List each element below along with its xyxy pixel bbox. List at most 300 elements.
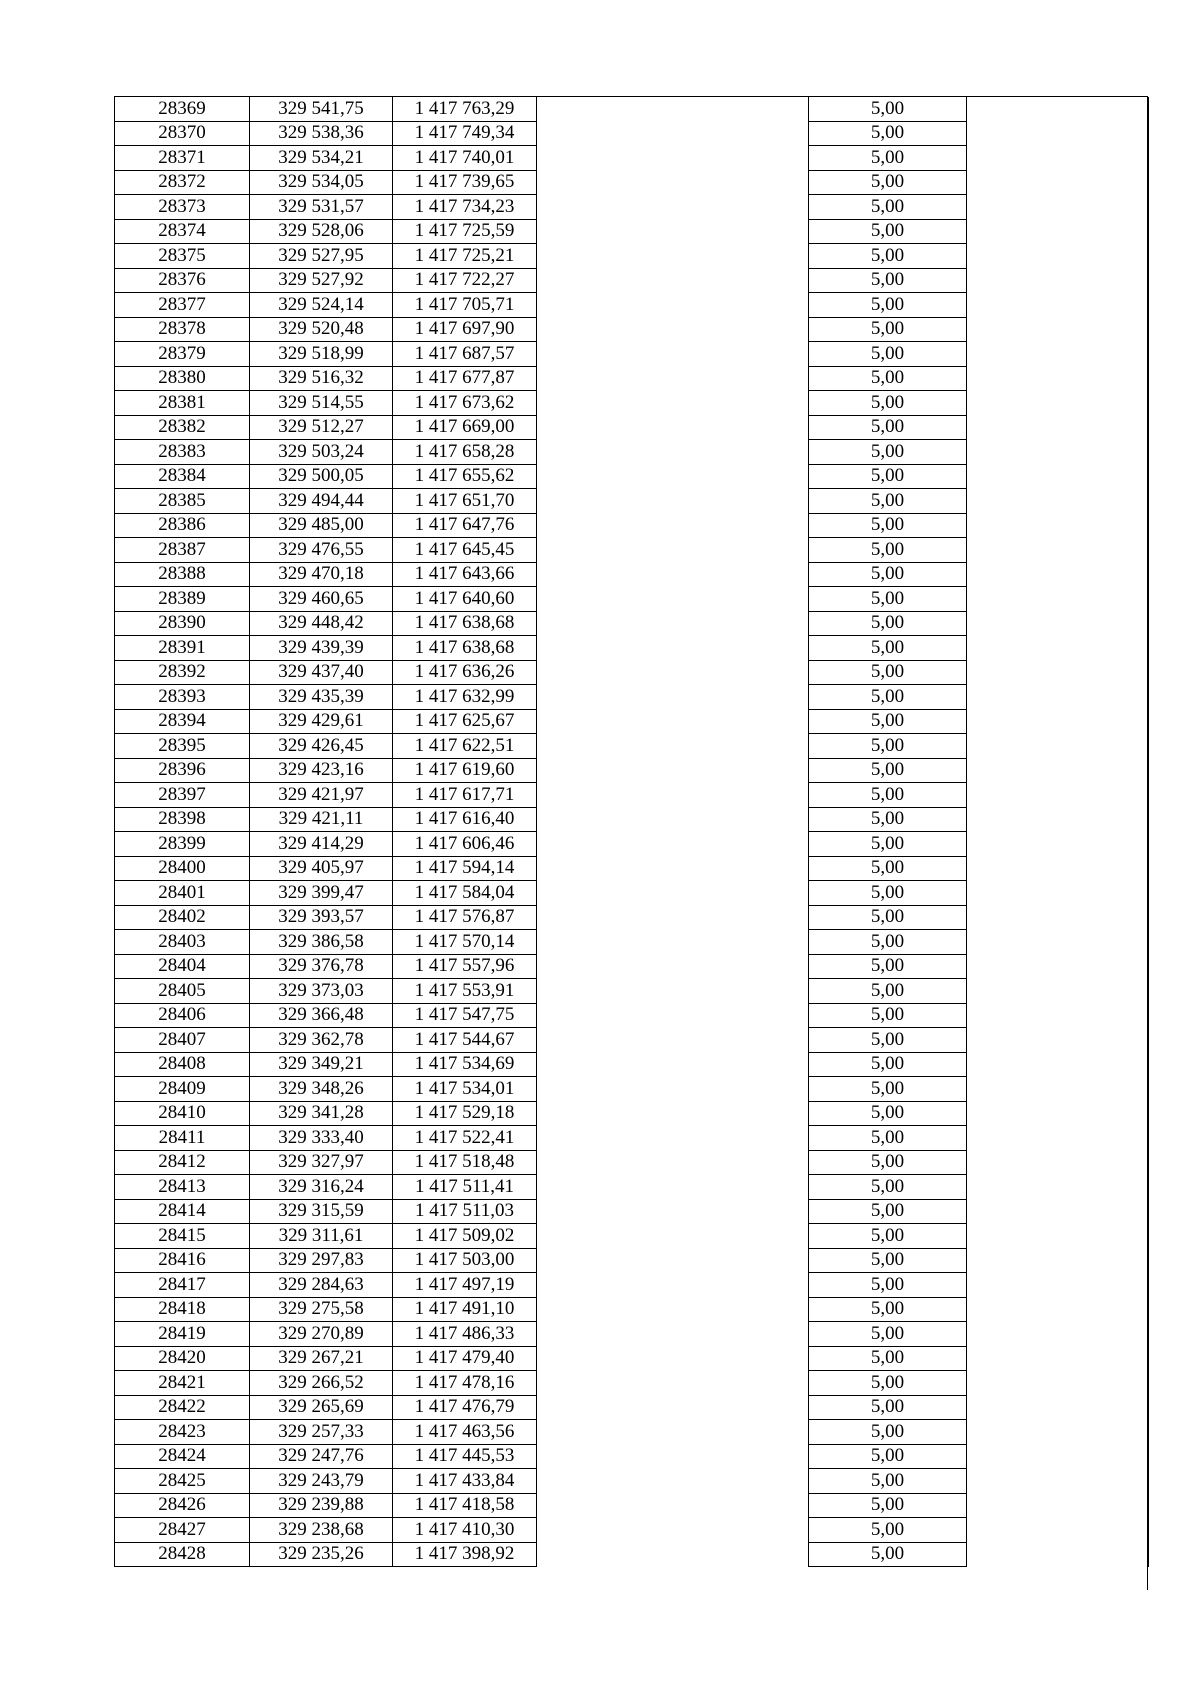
- y-coordinate-cell: 1 417 479,40: [393, 1346, 537, 1371]
- point-number-cell: 28408: [115, 1052, 250, 1077]
- x-coordinate-cell: 329 520,48: [250, 317, 393, 342]
- value-cell: 5,00: [809, 1175, 967, 1200]
- value-cell: 5,00: [809, 636, 967, 661]
- empty-cell: [967, 1126, 1149, 1151]
- coordinates-table-body: [115, 97, 1149, 1567]
- x-coordinate-cell: 329 534,21: [250, 146, 393, 171]
- empty-cell: [537, 1444, 809, 1469]
- table-row: [115, 268, 1149, 293]
- x-coordinate-cell: 329 297,83: [250, 1248, 393, 1273]
- empty-cell: [537, 758, 809, 783]
- empty-cell: [967, 219, 1149, 244]
- point-number-cell: 28412: [115, 1150, 250, 1175]
- y-coordinate-cell: 1 417 511,41: [393, 1175, 537, 1200]
- empty-cell: [967, 244, 1149, 269]
- x-coordinate-cell: 329 247,76: [250, 1444, 393, 1469]
- empty-cell: [967, 734, 1149, 759]
- empty-cell: [537, 1003, 809, 1028]
- empty-cell: [967, 415, 1149, 440]
- empty-cell: [967, 1175, 1149, 1200]
- table-row: [115, 342, 1149, 367]
- value-cell: 5,00: [809, 685, 967, 710]
- table-row: [115, 636, 1149, 661]
- empty-cell: [537, 1224, 809, 1249]
- point-number-cell: 28414: [115, 1199, 250, 1224]
- y-coordinate-cell: 1 417 547,75: [393, 1003, 537, 1028]
- table-row: [115, 121, 1149, 146]
- value-cell: 5,00: [809, 709, 967, 734]
- value-cell: 5,00: [809, 293, 967, 318]
- empty-cell: [967, 538, 1149, 563]
- value-cell: 5,00: [809, 317, 967, 342]
- y-coordinate-cell: 1 417 677,87: [393, 366, 537, 391]
- empty-cell: [967, 1028, 1149, 1053]
- empty-cell: [967, 587, 1149, 612]
- point-number-cell: 28398: [115, 807, 250, 832]
- table-row: [115, 293, 1149, 318]
- point-number-cell: 28416: [115, 1248, 250, 1273]
- empty-cell: [967, 97, 1149, 121]
- table-row: [115, 464, 1149, 489]
- table-row: [115, 709, 1149, 734]
- empty-cell: [967, 342, 1149, 367]
- empty-cell: [967, 1444, 1149, 1469]
- point-number-cell: 28382: [115, 415, 250, 440]
- empty-cell: [967, 1395, 1149, 1420]
- x-coordinate-cell: 329 485,00: [250, 513, 393, 538]
- point-number-cell: 28381: [115, 391, 250, 416]
- value-cell: 5,00: [809, 1150, 967, 1175]
- point-number-cell: 28411: [115, 1126, 250, 1151]
- y-coordinate-cell: 1 417 570,14: [393, 930, 537, 955]
- point-number-cell: 28384: [115, 464, 250, 489]
- x-coordinate-cell: 329 348,26: [250, 1077, 393, 1102]
- table-row: [115, 1542, 1149, 1567]
- x-coordinate-cell: 329 476,55: [250, 538, 393, 563]
- table-row: [115, 1028, 1149, 1053]
- table-row: [115, 538, 1149, 563]
- empty-cell: [967, 905, 1149, 930]
- x-coordinate-cell: 329 527,95: [250, 244, 393, 269]
- x-coordinate-cell: 329 421,97: [250, 783, 393, 808]
- value-cell: 5,00: [809, 905, 967, 930]
- table-row: [115, 905, 1149, 930]
- value-cell: 5,00: [809, 1052, 967, 1077]
- empty-cell: [537, 709, 809, 734]
- y-coordinate-cell: 1 417 410,30: [393, 1518, 537, 1543]
- empty-cell: [537, 1469, 809, 1494]
- empty-cell: [967, 195, 1149, 220]
- empty-cell: [537, 1346, 809, 1371]
- x-coordinate-cell: 329 426,45: [250, 734, 393, 759]
- empty-cell: [537, 783, 809, 808]
- point-number-cell: 28371: [115, 146, 250, 171]
- y-coordinate-cell: 1 417 606,46: [393, 832, 537, 857]
- x-coordinate-cell: 329 362,78: [250, 1028, 393, 1053]
- empty-cell: [537, 930, 809, 955]
- x-coordinate-cell: 329 376,78: [250, 954, 393, 979]
- empty-cell: [967, 268, 1149, 293]
- y-coordinate-cell: 1 417 632,99: [393, 685, 537, 710]
- x-coordinate-cell: 329 494,44: [250, 489, 393, 514]
- point-number-cell: 28418: [115, 1297, 250, 1322]
- empty-cell: [537, 513, 809, 538]
- empty-cell: [967, 317, 1149, 342]
- x-coordinate-cell: 329 275,58: [250, 1297, 393, 1322]
- empty-cell: [967, 170, 1149, 195]
- y-coordinate-cell: 1 417 486,33: [393, 1322, 537, 1347]
- point-number-cell: 28403: [115, 930, 250, 955]
- table-row: [115, 1420, 1149, 1445]
- empty-cell: [537, 1322, 809, 1347]
- x-coordinate-cell: 329 435,39: [250, 685, 393, 710]
- x-coordinate-cell: 329 238,68: [250, 1518, 393, 1543]
- empty-cell: [537, 1518, 809, 1543]
- point-number-cell: 28386: [115, 513, 250, 538]
- value-cell: 5,00: [809, 342, 967, 367]
- y-coordinate-cell: 1 417 725,59: [393, 219, 537, 244]
- empty-cell: [967, 832, 1149, 857]
- value-cell: 5,00: [809, 121, 967, 146]
- value-cell: 5,00: [809, 1542, 967, 1567]
- value-cell: 5,00: [809, 1224, 967, 1249]
- y-coordinate-cell: 1 417 476,79: [393, 1395, 537, 1420]
- x-coordinate-cell: 329 534,05: [250, 170, 393, 195]
- empty-cell: [537, 146, 809, 171]
- table-row: [115, 195, 1149, 220]
- empty-cell: [967, 464, 1149, 489]
- y-coordinate-cell: 1 417 638,68: [393, 636, 537, 661]
- point-number-cell: 28396: [115, 758, 250, 783]
- empty-cell: [537, 538, 809, 563]
- x-coordinate-cell: 329 257,33: [250, 1420, 393, 1445]
- empty-cell: [537, 881, 809, 906]
- table-row: [115, 979, 1149, 1004]
- y-coordinate-cell: 1 417 697,90: [393, 317, 537, 342]
- point-number-cell: 28404: [115, 954, 250, 979]
- value-cell: 5,00: [809, 1469, 967, 1494]
- empty-cell: [537, 905, 809, 930]
- empty-cell: [537, 489, 809, 514]
- x-coordinate-cell: 329 386,58: [250, 930, 393, 955]
- point-number-cell: 28400: [115, 856, 250, 881]
- point-number-cell: 28388: [115, 562, 250, 587]
- empty-cell: [967, 1371, 1149, 1396]
- empty-cell: [537, 244, 809, 269]
- empty-cell: [537, 440, 809, 465]
- table-row: [115, 856, 1149, 881]
- x-coordinate-cell: 329 366,48: [250, 1003, 393, 1028]
- empty-cell: [537, 97, 809, 121]
- table-row: [115, 440, 1149, 465]
- value-cell: 5,00: [809, 464, 967, 489]
- y-coordinate-cell: 1 417 418,58: [393, 1493, 537, 1518]
- y-coordinate-cell: 1 417 557,96: [393, 954, 537, 979]
- y-coordinate-cell: 1 417 584,04: [393, 881, 537, 906]
- y-coordinate-cell: 1 417 725,21: [393, 244, 537, 269]
- point-number-cell: 28373: [115, 195, 250, 220]
- empty-cell: [967, 611, 1149, 636]
- empty-cell: [537, 660, 809, 685]
- empty-cell: [537, 1395, 809, 1420]
- y-coordinate-cell: 1 417 647,76: [393, 513, 537, 538]
- empty-cell: [537, 1150, 809, 1175]
- value-cell: 5,00: [809, 979, 967, 1004]
- y-coordinate-cell: 1 417 553,91: [393, 979, 537, 1004]
- point-number-cell: 28399: [115, 832, 250, 857]
- empty-cell: [967, 391, 1149, 416]
- empty-cell: [967, 293, 1149, 318]
- value-cell: 5,00: [809, 195, 967, 220]
- y-coordinate-cell: 1 417 734,23: [393, 195, 537, 220]
- x-coordinate-cell: 329 528,06: [250, 219, 393, 244]
- y-coordinate-cell: 1 417 534,69: [393, 1052, 537, 1077]
- value-cell: 5,00: [809, 1273, 967, 1298]
- empty-cell: [967, 1469, 1149, 1494]
- x-coordinate-cell: 329 349,21: [250, 1052, 393, 1077]
- x-coordinate-cell: 329 448,42: [250, 611, 393, 636]
- x-coordinate-cell: 329 429,61: [250, 709, 393, 734]
- table-row: [115, 832, 1149, 857]
- empty-cell: [537, 1175, 809, 1200]
- x-coordinate-cell: 329 373,03: [250, 979, 393, 1004]
- x-coordinate-cell: 329 514,55: [250, 391, 393, 416]
- table-row: [115, 219, 1149, 244]
- value-cell: 5,00: [809, 391, 967, 416]
- point-number-cell: 28424: [115, 1444, 250, 1469]
- y-coordinate-cell: 1 417 645,45: [393, 538, 537, 563]
- point-number-cell: 28402: [115, 905, 250, 930]
- y-coordinate-cell: 1 417 739,65: [393, 170, 537, 195]
- y-coordinate-cell: 1 417 497,19: [393, 1273, 537, 1298]
- value-cell: 5,00: [809, 244, 967, 269]
- empty-cell: [537, 1126, 809, 1151]
- y-coordinate-cell: 1 417 463,56: [393, 1420, 537, 1445]
- empty-cell: [537, 464, 809, 489]
- empty-cell: [967, 1224, 1149, 1249]
- value-cell: 5,00: [809, 1028, 967, 1053]
- table-row: [115, 97, 1149, 121]
- value-cell: 5,00: [809, 440, 967, 465]
- value-cell: 5,00: [809, 881, 967, 906]
- point-number-cell: 28409: [115, 1077, 250, 1102]
- point-number-cell: 28372: [115, 170, 250, 195]
- value-cell: 5,00: [809, 1199, 967, 1224]
- value-cell: 5,00: [809, 1518, 967, 1543]
- x-coordinate-cell: 329 266,52: [250, 1371, 393, 1396]
- empty-cell: [967, 758, 1149, 783]
- point-number-cell: 28425: [115, 1469, 250, 1494]
- y-coordinate-cell: 1 417 638,68: [393, 611, 537, 636]
- point-number-cell: 28401: [115, 881, 250, 906]
- table-row: [115, 930, 1149, 955]
- table-row: [115, 170, 1149, 195]
- empty-cell: [537, 1248, 809, 1273]
- x-coordinate-cell: 329 512,27: [250, 415, 393, 440]
- table-row: [115, 1126, 1149, 1151]
- empty-cell: [537, 1052, 809, 1077]
- empty-cell: [967, 930, 1149, 955]
- value-cell: 5,00: [809, 611, 967, 636]
- value-cell: 5,00: [809, 562, 967, 587]
- value-cell: 5,00: [809, 1322, 967, 1347]
- table-row: [115, 1003, 1149, 1028]
- value-cell: 5,00: [809, 734, 967, 759]
- value-cell: 5,00: [809, 1101, 967, 1126]
- empty-cell: [967, 636, 1149, 661]
- point-number-cell: 28383: [115, 440, 250, 465]
- y-coordinate-cell: 1 417 622,51: [393, 734, 537, 759]
- table-row: [115, 1395, 1149, 1420]
- value-cell: 5,00: [809, 1297, 967, 1322]
- empty-cell: [967, 685, 1149, 710]
- table-row: [115, 244, 1149, 269]
- value-cell: 5,00: [809, 587, 967, 612]
- empty-cell: [967, 1518, 1149, 1543]
- point-number-cell: 28417: [115, 1273, 250, 1298]
- table-row: [115, 1101, 1149, 1126]
- empty-cell: [537, 1297, 809, 1322]
- table-row: [115, 513, 1149, 538]
- point-number-cell: 28419: [115, 1322, 250, 1347]
- empty-cell: [967, 1199, 1149, 1224]
- table-row: [115, 1444, 1149, 1469]
- point-number-cell: 28426: [115, 1493, 250, 1518]
- table-row: [115, 1077, 1149, 1102]
- value-cell: 5,00: [809, 513, 967, 538]
- point-number-cell: 28405: [115, 979, 250, 1004]
- empty-cell: [537, 807, 809, 832]
- x-coordinate-cell: 329 421,11: [250, 807, 393, 832]
- value-cell: 5,00: [809, 856, 967, 881]
- empty-cell: [967, 1420, 1149, 1445]
- table-row: [115, 1322, 1149, 1347]
- x-coordinate-cell: 329 414,29: [250, 832, 393, 857]
- table-row: [115, 807, 1149, 832]
- x-coordinate-cell: 329 460,65: [250, 587, 393, 612]
- y-coordinate-cell: 1 417 544,67: [393, 1028, 537, 1053]
- point-number-cell: 28385: [115, 489, 250, 514]
- x-coordinate-cell: 329 423,16: [250, 758, 393, 783]
- value-cell: 5,00: [809, 1444, 967, 1469]
- y-coordinate-cell: 1 417 518,48: [393, 1150, 537, 1175]
- empty-cell: [537, 1420, 809, 1445]
- empty-cell: [967, 1346, 1149, 1371]
- table-row: [115, 391, 1149, 416]
- x-coordinate-cell: 329 267,21: [250, 1346, 393, 1371]
- point-number-cell: 28413: [115, 1175, 250, 1200]
- y-coordinate-cell: 1 417 655,62: [393, 464, 537, 489]
- table-row: [115, 1297, 1149, 1322]
- point-number-cell: 28369: [115, 97, 250, 121]
- x-coordinate-cell: 329 316,24: [250, 1175, 393, 1200]
- x-coordinate-cell: 329 531,57: [250, 195, 393, 220]
- y-coordinate-cell: 1 417 534,01: [393, 1077, 537, 1102]
- y-coordinate-cell: 1 417 478,16: [393, 1371, 537, 1396]
- value-cell: 5,00: [809, 783, 967, 808]
- table-row: [115, 783, 1149, 808]
- y-coordinate-cell: 1 417 491,10: [393, 1297, 537, 1322]
- empty-cell: [537, 562, 809, 587]
- point-number-cell: 28377: [115, 293, 250, 318]
- point-number-cell: 28379: [115, 342, 250, 367]
- empty-cell: [537, 268, 809, 293]
- empty-cell: [967, 1101, 1149, 1126]
- table-row: [115, 1150, 1149, 1175]
- y-coordinate-cell: 1 417 636,26: [393, 660, 537, 685]
- empty-cell: [967, 489, 1149, 514]
- point-number-cell: 28390: [115, 611, 250, 636]
- x-coordinate-cell: 329 239,88: [250, 1493, 393, 1518]
- point-number-cell: 28422: [115, 1395, 250, 1420]
- point-number-cell: 28374: [115, 219, 250, 244]
- x-coordinate-cell: 329 327,97: [250, 1150, 393, 1175]
- y-coordinate-cell: 1 417 722,27: [393, 268, 537, 293]
- empty-cell: [537, 832, 809, 857]
- point-number-cell: 28428: [115, 1542, 250, 1567]
- empty-cell: [537, 170, 809, 195]
- y-coordinate-cell: 1 417 509,02: [393, 1224, 537, 1249]
- value-cell: 5,00: [809, 930, 967, 955]
- y-coordinate-cell: 1 417 705,71: [393, 293, 537, 318]
- value-cell: 5,00: [809, 758, 967, 783]
- table-row: [115, 317, 1149, 342]
- empty-cell: [967, 709, 1149, 734]
- empty-cell: [537, 734, 809, 759]
- table-row: [115, 611, 1149, 636]
- point-number-cell: 28378: [115, 317, 250, 342]
- empty-cell: [537, 1199, 809, 1224]
- x-coordinate-cell: 329 516,32: [250, 366, 393, 391]
- value-cell: 5,00: [809, 415, 967, 440]
- empty-cell: [967, 660, 1149, 685]
- x-coordinate-cell: 329 541,75: [250, 97, 393, 121]
- point-number-cell: 28391: [115, 636, 250, 661]
- empty-cell: [967, 440, 1149, 465]
- empty-cell: [967, 1077, 1149, 1102]
- table-row: [115, 685, 1149, 710]
- empty-cell: [537, 1077, 809, 1102]
- empty-cell: [967, 881, 1149, 906]
- empty-cell: [537, 1028, 809, 1053]
- empty-cell: [967, 146, 1149, 171]
- x-coordinate-cell: 329 235,26: [250, 1542, 393, 1567]
- y-coordinate-cell: 1 417 398,92: [393, 1542, 537, 1567]
- x-coordinate-cell: 329 265,69: [250, 1395, 393, 1420]
- empty-cell: [537, 121, 809, 146]
- table-row: [115, 489, 1149, 514]
- point-number-cell: 28397: [115, 783, 250, 808]
- empty-cell: [967, 1150, 1149, 1175]
- point-number-cell: 28415: [115, 1224, 250, 1249]
- x-coordinate-cell: 329 333,40: [250, 1126, 393, 1151]
- x-coordinate-cell: 329 470,18: [250, 562, 393, 587]
- value-cell: 5,00: [809, 366, 967, 391]
- empty-cell: [537, 1371, 809, 1396]
- empty-cell: [967, 366, 1149, 391]
- point-number-cell: 28392: [115, 660, 250, 685]
- empty-cell: [967, 807, 1149, 832]
- x-coordinate-cell: 329 524,14: [250, 293, 393, 318]
- table-row: [115, 734, 1149, 759]
- value-cell: 5,00: [809, 1493, 967, 1518]
- x-coordinate-cell: 329 405,97: [250, 856, 393, 881]
- empty-cell: [537, 415, 809, 440]
- table-row: [115, 415, 1149, 440]
- empty-cell: [537, 587, 809, 612]
- empty-cell: [967, 1273, 1149, 1298]
- y-coordinate-cell: 1 417 740,01: [393, 146, 537, 171]
